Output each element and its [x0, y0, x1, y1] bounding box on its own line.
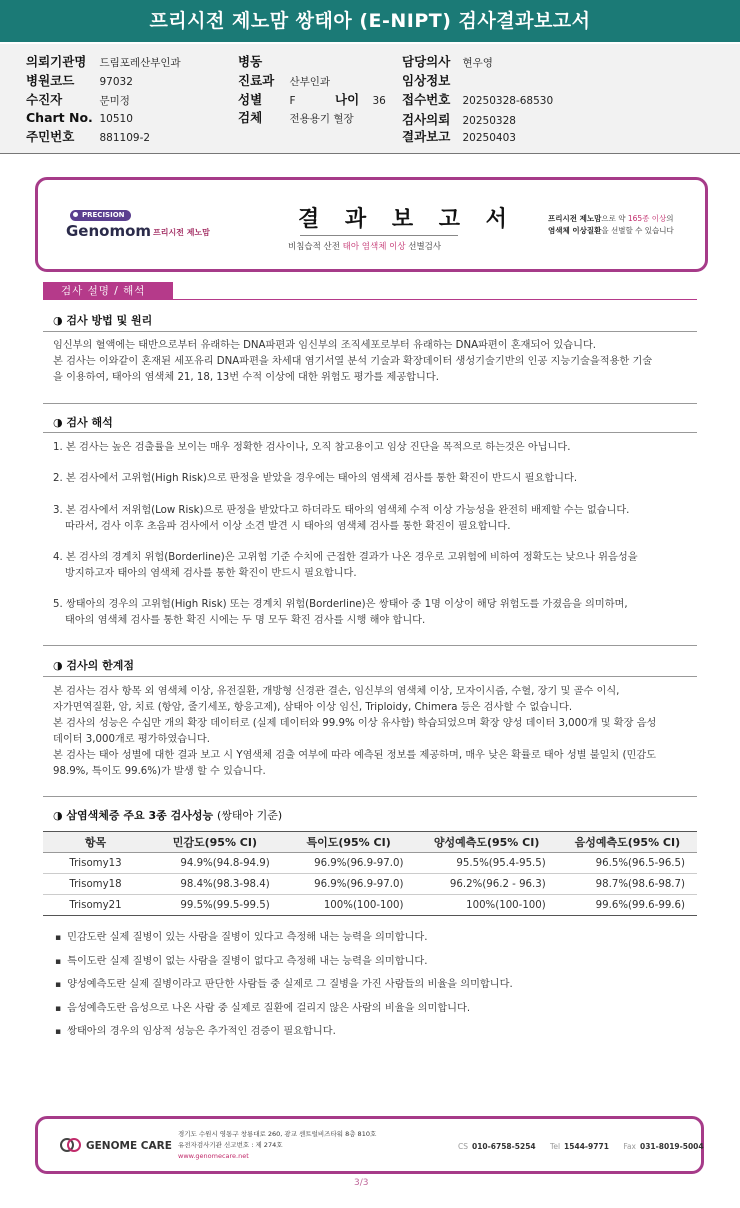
item-line: 4. 본 검사의 경계치 위험(Borderline)은 고위험 기준 수치에 근접한 결과가 나온 경우로 고위험에 비하여 정확도는 낮으나 위음성을 — [53, 552, 638, 563]
sex-row — [238, 90, 386, 108]
item-line-cont: 태아의 염색체 검사를 통한 확진 시에는 두 명 모두 확진 검사를 시행 해야 합니다. — [65, 615, 426, 626]
recipient-value: 문미정 — [99, 95, 130, 107]
chart-no-label: Chart No. — [26, 110, 93, 125]
method-line: 을 이용하여, 태아의 염색체 21, 18, 13번 수적 이상에 대한 위험도 평가를 제공합니다. — [53, 372, 439, 383]
sex-value: F — [289, 95, 296, 107]
list-item: ▪ 음성예측도란 음성으로 나온 사람 중 실제로 질환에 걸리지 않은 사람의 비율을 의미합니다. — [55, 1001, 695, 1025]
performance-heading-text: ◑ 삼염색체증 주요 3종 검사성능 — [53, 809, 214, 822]
resident-no-value: 881109-2 — [99, 132, 151, 144]
report-date-row — [402, 127, 516, 145]
table-row — [43, 874, 697, 895]
footer-url[interactable]: www.genomecare.net — [178, 1152, 249, 1160]
department-label: 진료과 — [238, 73, 275, 88]
section-divider — [43, 645, 697, 646]
method-line: 본 검사는 이와같이 혼재된 세포유리 DNA파편을 차세대 염기서열 분석 기술과 확장데이터 생성기술기반의 인공 지능기술을적용한 기술 — [53, 356, 653, 367]
list-item: ▪ 특이도란 실제 질병이 없는 사람을 질병이 없다고 측정해 내는 능력을 의미합니다. — [55, 954, 695, 978]
footer-box — [35, 1116, 704, 1174]
limitations-line: 본 검사의 성능은 수십만 개의 확장 데이터로 (실제 데이터와 99.9% 이상 유사함) 학습되었으며 확장 양성 데이터 3,000개 및 확장 음성 — [53, 718, 657, 729]
sex-label: 성별 — [238, 92, 263, 107]
table-cell: 96.9%(96.9-97.0) — [282, 874, 416, 895]
table-cell: 96.2%(96.2 - 96.3) — [415, 874, 557, 895]
section-tab: 검사 설명 / 해석 — [43, 282, 173, 300]
doctor-value: 현우영 — [462, 57, 493, 69]
request-date-value: 20250328 — [462, 115, 516, 127]
limitations-line: 데이터 3,000개로 평가하였습니다. — [53, 734, 210, 745]
limitations-line: 자가면역질환, 암, 치료 (항암, 줄기세포, 항응고제), 삼태아 이상 임신, Triploidy, Chimera 등은 검사할 수 없습니다. — [53, 702, 573, 713]
table-cell: 96.5%(96.5-96.5) — [558, 853, 697, 874]
resident-no-label: 주민번호 — [26, 129, 75, 144]
method-heading: ◑ 검사 방법 및 원리 — [53, 314, 153, 327]
method-divider — [43, 331, 697, 332]
request-date-row — [402, 110, 516, 128]
coverage-note-line1 — [548, 213, 674, 225]
limitations-line: 98.9%, 특이도 99.6%)가 발생 할 수 있습니다. — [53, 766, 266, 777]
limitations-heading: ◑ 검사의 한계점 — [53, 659, 135, 672]
limitations-divider — [43, 676, 697, 677]
footer-license: 유전자검사기관 신고번호 : 제 274호 — [178, 1141, 283, 1149]
doctor-label: 담당의사 — [402, 54, 451, 69]
clinical-row — [402, 71, 463, 89]
report-header-box — [35, 177, 708, 272]
subtitle-highlight: 태아 염색체 이상 — [342, 242, 406, 252]
interpretation-item — [53, 503, 701, 535]
table-cell: 95.5%(95.4-95.5) — [415, 853, 557, 874]
specimen-label: 검체 — [238, 110, 263, 125]
subtitle-pre: 비침습적 산전 — [288, 242, 343, 252]
note-end: 의 — [666, 214, 674, 223]
genomom-logo-subtitle: 프리시전 제노맘 — [153, 228, 210, 237]
method-text — [53, 338, 701, 386]
column-header: 민감도(95% CI) — [148, 832, 282, 853]
department-value: 산부인과 — [289, 76, 331, 88]
fax-number: 031-8019-5004 — [639, 1142, 704, 1151]
patient-info-panel — [0, 44, 740, 154]
note-brand: 프리시전 제노맘 — [548, 214, 602, 223]
report-date-label: 결과보고 — [402, 129, 451, 144]
ward-label: 병동 — [238, 54, 263, 69]
item-line: 5. 쌍태아의 경우의 고위험(High Risk) 또는 경계치 위험(Borderline)은 쌍태아 중 1명 이상이 해당 위험도를 가졌음을 의미하며, — [53, 599, 628, 610]
list-item: ▪ 쌍태아의 경우의 임상적 성능은 추가적인 검증이 필요합니다. — [55, 1024, 695, 1048]
subtitle-post: 선별검사 — [405, 242, 442, 252]
institution-value: 드림포레산부인과 — [99, 57, 181, 69]
list-item: ▪ 민감도란 실제 질병이 있는 사람을 질병이 있다고 측정해 내는 능력을 의미합니다. — [55, 930, 695, 954]
column-header: 특이도(95% CI) — [282, 832, 416, 853]
interpretation-divider — [43, 432, 697, 433]
recipient-row — [26, 90, 130, 108]
genome-care-name: GENOME CARE — [86, 1140, 172, 1152]
limitations-line: 본 검사는 검사 항목 외 염색체 이상, 유전질환, 개방형 신경관 결손, 임신부의 염색체 이상, 모자이시즘, 수혈, 장기 및 골수 이식, — [53, 686, 620, 697]
tel-number: 1544-9771 — [564, 1142, 609, 1151]
note-end2: 을 선별할 수 있습니다 — [601, 226, 674, 235]
table-cell: 98.4%(98.3-98.4) — [148, 874, 282, 895]
fax-label: Fax — [623, 1142, 636, 1151]
limitations-line: 본 검사는 태아 성별에 대한 결과 보고 시 Y염색체 검출 여부에 따라 예측된 정보를 제공하며, 매우 낮은 확률로 태아 성별 불일치 (민감도 — [53, 750, 657, 761]
specimen-row — [238, 108, 354, 126]
receipt-no-label: 접수번호 — [402, 92, 451, 107]
specimen-value: 전용용기 혈장 — [289, 113, 354, 125]
performance-heading-note: (쌍태아 기준) — [216, 809, 283, 822]
table-cell: 94.9%(94.8-94.9) — [148, 853, 282, 874]
result-report-heading: 결 과 보 고 서 — [298, 207, 516, 232]
chart-no-value: 10510 — [99, 113, 133, 125]
note-count: 165종 이상 — [627, 214, 667, 223]
table-cell: 99.6%(99.6-99.6) — [558, 895, 697, 916]
column-header: 음성예측도(95% CI) — [558, 832, 697, 853]
recipient-label: 수진자 — [26, 92, 63, 107]
table-row — [43, 895, 697, 916]
item-line: 3. 본 검사에서 저위험(Low Risk)으로 판정을 받았다고 하더라도 태아의 염색체 수적 이상 가능성을 완전히 배제할 수는 없습니다. — [53, 505, 630, 516]
table-header-row — [43, 832, 697, 853]
resident-no-row — [26, 127, 150, 145]
column-header: 항목 — [43, 832, 148, 853]
note-disease: 염색체 이상질환 — [548, 226, 602, 235]
column-header: 양성예측도(95% CI) — [415, 832, 557, 853]
hospital-code-label: 병원코드 — [26, 73, 75, 88]
result-report-subtitle — [288, 240, 441, 252]
item-line-cont: 방지하고자 태아의 염색체 검사를 통한 확진이 반드시 필요합니다. — [65, 568, 357, 579]
note-mid: 으로 약 — [601, 214, 628, 223]
cs-label: CS — [458, 1142, 468, 1151]
table-cell: 98.7%(98.6-98.7) — [558, 874, 697, 895]
tel-label: Tel — [550, 1142, 561, 1151]
table-cell: Trisomy18 — [43, 874, 148, 895]
interpretation-item — [53, 471, 701, 487]
hospital-code-value: 97032 — [99, 76, 133, 88]
list-item: ▪ 양성예측도란 실제 질병이라고 판단한 사람들 중 실제로 그 질병을 가진 사람들의 비율을 의미합니다. — [55, 977, 695, 1001]
table-cell: 96.9%(96.9-97.0) — [282, 853, 416, 874]
coverage-note — [548, 213, 674, 237]
performance-table — [43, 831, 697, 916]
table-cell: 100%(100-100) — [282, 895, 416, 916]
interpretation-heading: ◑ 검사 해석 — [53, 416, 113, 429]
precision-badge: PRECISION — [70, 210, 131, 221]
receipt-no-value: 20250328-68530 — [462, 95, 554, 107]
chart-no-row — [26, 110, 133, 125]
cs-number: 010-6758-5254 — [472, 1142, 536, 1151]
report-date-value: 20250403 — [462, 132, 516, 144]
footer-address-block — [178, 1129, 376, 1162]
footer-address: 경기도 수원시 영통구 창룡대로 260, 광교 센트럴비즈타워 8층 810호 — [178, 1130, 377, 1138]
coverage-note-line2 — [548, 225, 674, 237]
item-line-cont: 따라서, 검사 이후 초음파 검사에서 이상 소견 발견 시 태아의 염색체 검사를 통한 확진이 필요합니다. — [65, 521, 511, 532]
definitions-list — [55, 930, 695, 1048]
interpretation-item — [53, 440, 701, 456]
age-value: 36 — [372, 95, 386, 107]
performance-heading — [53, 807, 282, 823]
limitations-text — [53, 684, 701, 780]
report-title: 프리시전 제노맘 쌍태아 (E-NIPT) 검사결과보고서 — [0, 0, 740, 42]
ward-row — [238, 52, 290, 70]
method-line: 임신부의 혈액에는 태반으로부터 유래하는 DNA파편과 임신부의 조직세포로부터 유래하는 DNA파편이 혼재되어 있습니다. — [53, 340, 597, 351]
doctor-row — [402, 52, 493, 70]
item-line: 1. 본 검사는 높은 검출률을 보이는 매우 정확한 검사이나, 오직 참고용이고 임상 진단을 목적으로 하는것은 아닙니다. — [53, 442, 571, 453]
institution-row — [26, 52, 181, 70]
department-row — [238, 71, 330, 89]
title-divider — [300, 235, 458, 236]
hospital-code-row — [26, 71, 133, 89]
item-line: 2. 본 검사에서 고위험(High Risk)으로 판정을 받았을 경우에는 태아의 염색체 검사를 통한 확진이 반드시 필요합니다. — [53, 473, 578, 484]
request-date-label: 검사의뢰 — [402, 112, 451, 127]
table-cell: Trisomy21 — [43, 895, 148, 916]
receipt-no-row — [402, 90, 553, 108]
section-divider — [43, 796, 697, 797]
section-divider — [43, 403, 697, 404]
genomom-logo: Genomom — [66, 222, 152, 240]
table-cell: 99.5%(99.5-99.5) — [148, 895, 282, 916]
section-tab-underline — [43, 299, 697, 300]
table-row — [43, 853, 697, 874]
institution-label: 의뢰기관명 — [26, 54, 87, 69]
age-label: 나이 — [335, 92, 360, 107]
genome-care-logo-icon — [60, 1137, 82, 1153]
interpretation-item — [53, 597, 701, 629]
footer-contacts — [458, 1142, 716, 1151]
interpretation-item — [53, 550, 701, 582]
page-number: 3/3 — [354, 1178, 369, 1188]
table-cell: 100%(100-100) — [415, 895, 557, 916]
table-cell: Trisomy13 — [43, 853, 148, 874]
clinical-label: 임상정보 — [402, 73, 451, 88]
